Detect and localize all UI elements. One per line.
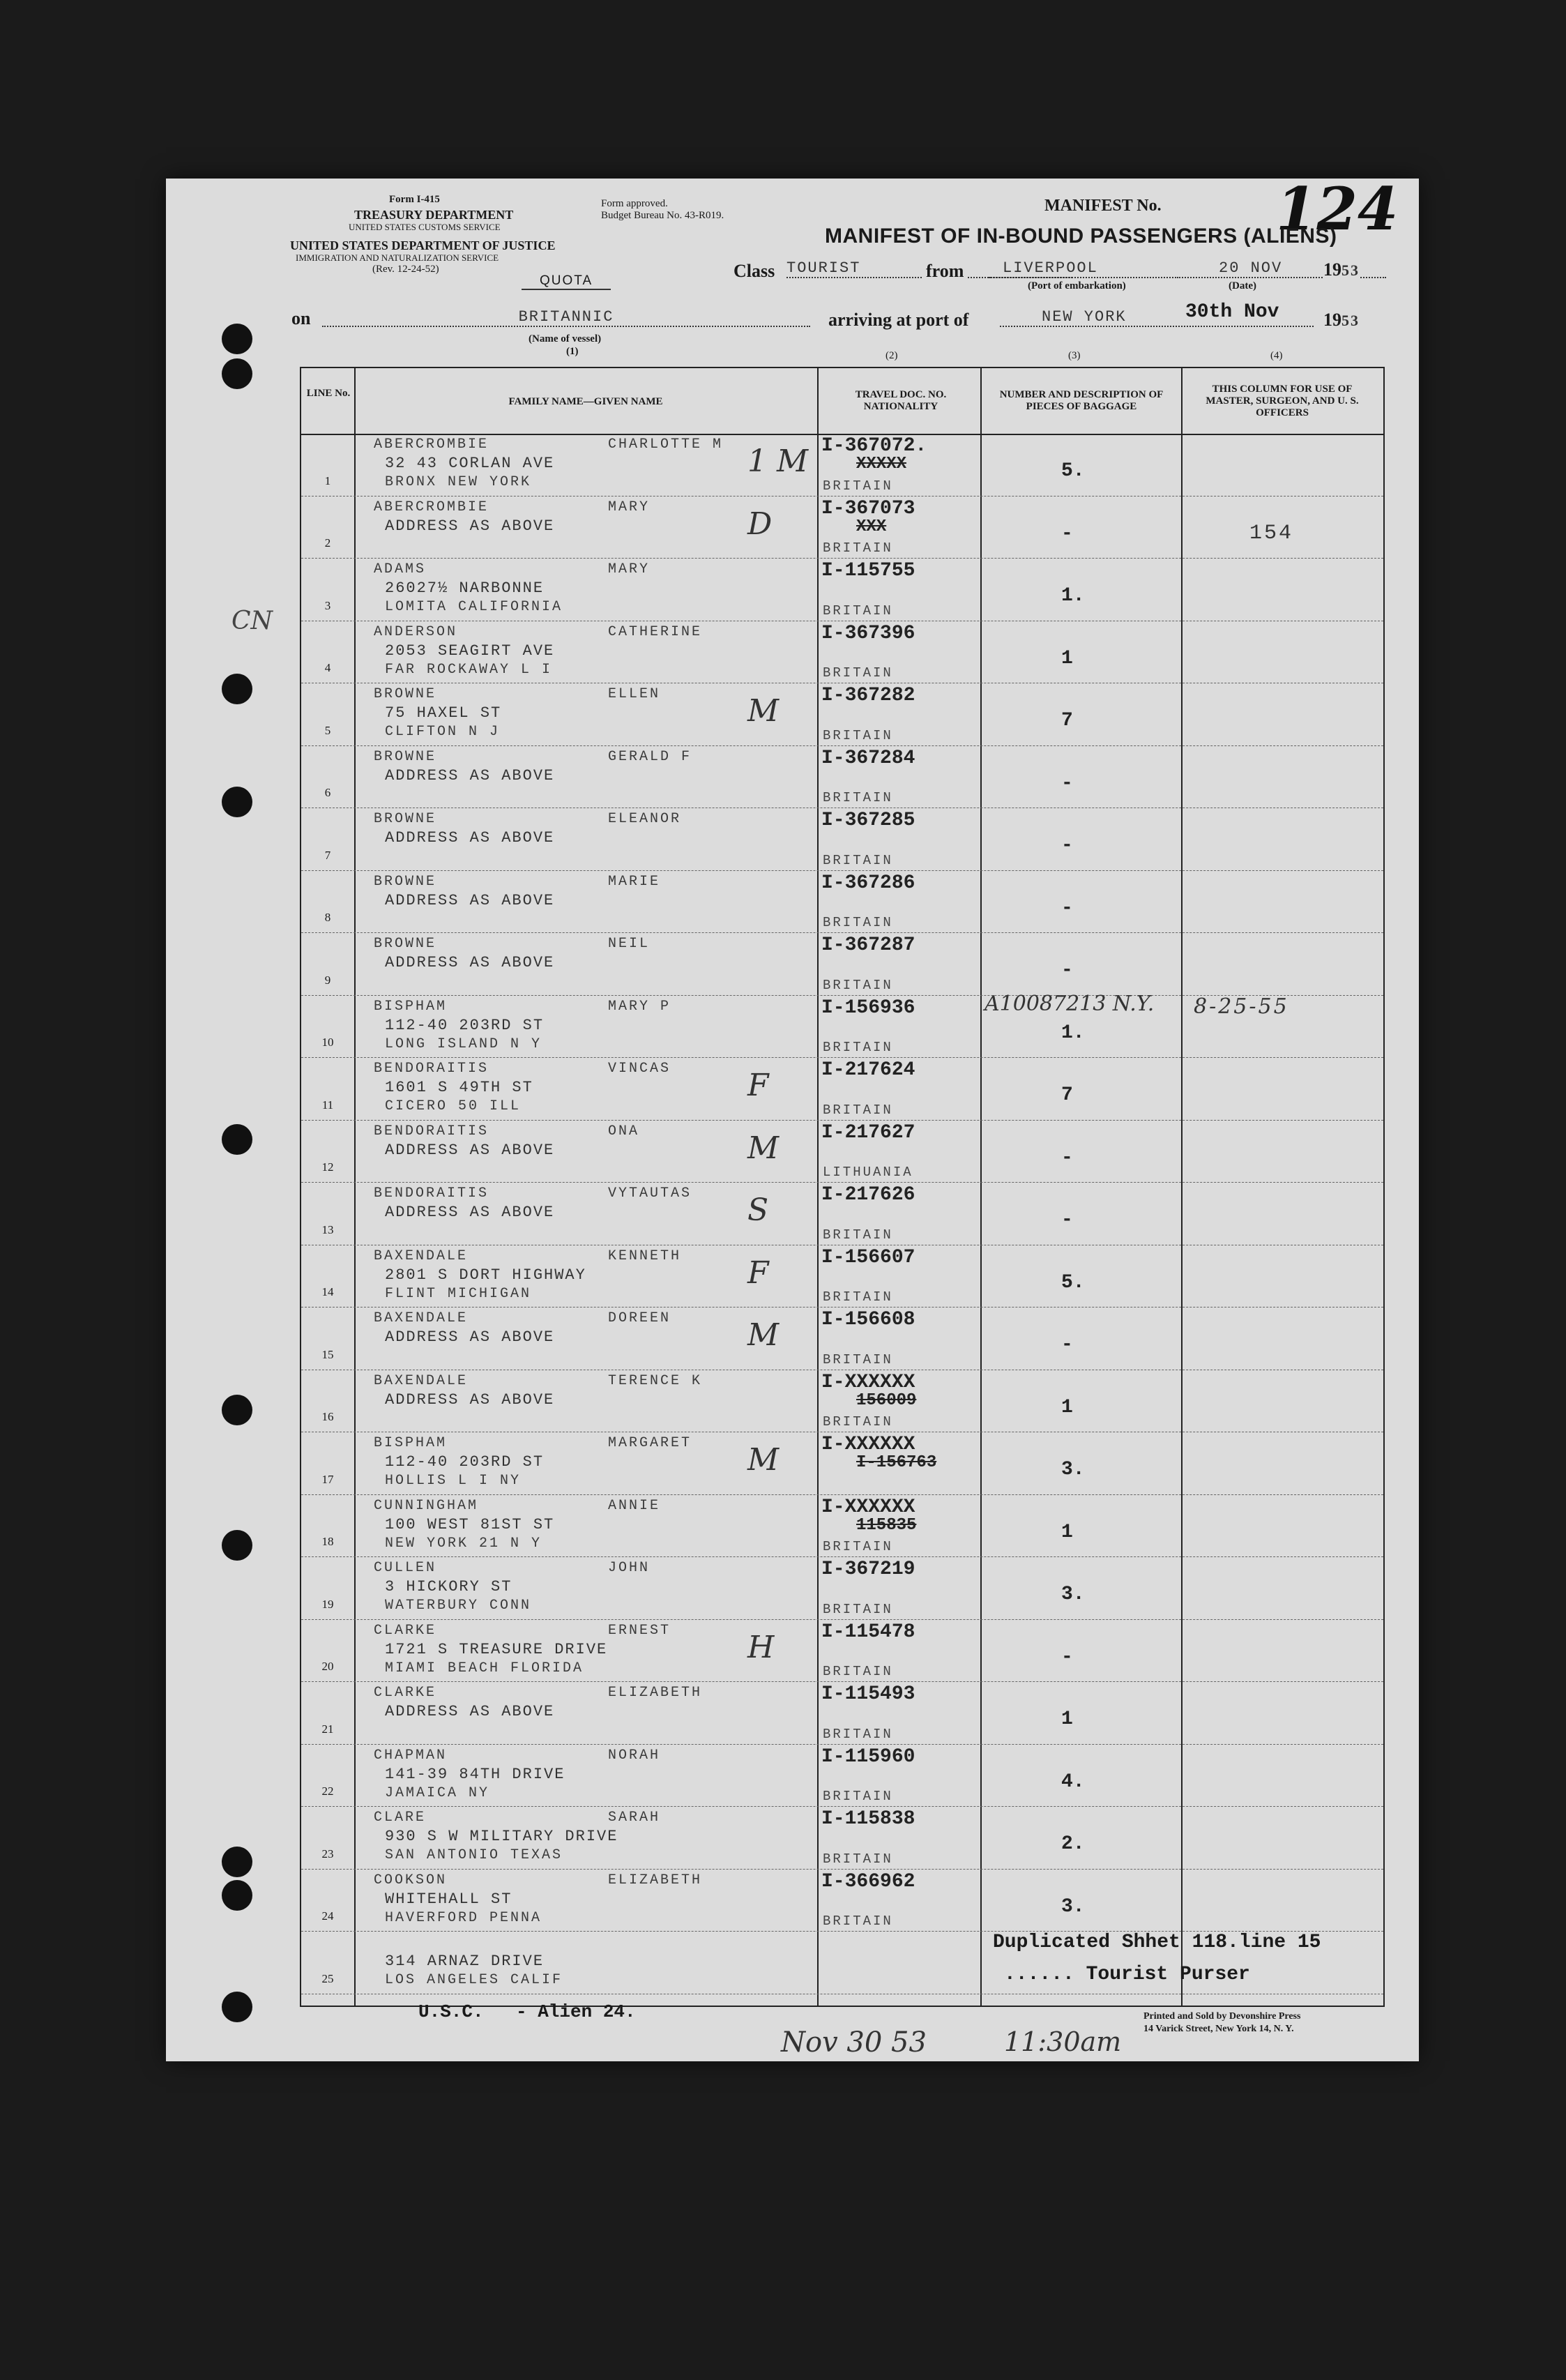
nationality: BRITAIN <box>823 1102 893 1118</box>
table-row <box>301 1308 1383 1370</box>
address-line-1: 2801 S DORT HIGHWAY <box>385 1266 586 1284</box>
address-line-2: BRONX NEW YORK <box>385 474 532 490</box>
address-line-2: NEW YORK 21 N Y <box>385 1535 542 1552</box>
baggage-count: 1. <box>1061 1022 1085 1044</box>
family-name: BROWNE <box>374 748 437 765</box>
address-line-2: MIAMI BEACH FLORIDA <box>385 1660 584 1676</box>
travel-doc-number: I-367396 <box>821 622 915 644</box>
address-line-2: HOLLIS L I NY <box>385 1473 522 1489</box>
family-name: ABERCROMBIE <box>374 499 489 515</box>
manifest-number: 124 <box>1276 174 1399 243</box>
address-line-1: ADDRESS AS ABOVE <box>385 829 555 847</box>
baggage-count: 5. <box>1061 460 1085 482</box>
nationality: BRITAIN <box>823 1789 893 1804</box>
year-1-prefix: 19 <box>1323 259 1341 280</box>
baggage-count: - <box>1061 1334 1073 1356</box>
travel-doc-number: I-XXXXXX <box>821 1434 915 1455</box>
family-name: ANDERSON <box>374 623 458 640</box>
travel-doc-number: I-115493 <box>821 1683 915 1705</box>
address-line-2: CLIFTON N J <box>385 724 501 740</box>
revision: (Rev. 12-24-52) <box>372 264 439 275</box>
baggage-count: 3. <box>1061 1895 1085 1918</box>
given-name: ANNIE <box>608 1497 661 1514</box>
family-name: BENDORAITIS <box>374 1061 489 1077</box>
address-line-1: 3 HICKORY ST <box>385 1578 512 1595</box>
col4-number: (4) <box>1270 350 1283 361</box>
line-number: 4 <box>324 661 331 674</box>
nationality: BRITAIN <box>823 1726 893 1742</box>
line-number: 19 <box>321 1597 334 1611</box>
family-name: CUNNINGHAM <box>374 1497 479 1514</box>
punch-hole <box>222 358 252 389</box>
given-name: VYTAUTAS <box>608 1185 692 1202</box>
travel-doc-correction: XXX <box>856 517 887 536</box>
travel-doc-number: I-367282 <box>821 685 915 706</box>
address-line-1: ADDRESS AS ABOVE <box>385 954 555 971</box>
duplicated-note: Duplicated Shhet 118.line 15 <box>993 1932 1321 1953</box>
printer-line-1: Printed and Sold by Devonshire Press <box>1143 2011 1301 2022</box>
address-line-2: FLINT MICHIGAN <box>385 1285 532 1302</box>
handwritten-mark: D <box>747 506 773 542</box>
address-line-1: WHITEHALL ST <box>385 1890 512 1908</box>
travel-doc-number: I-115755 <box>821 560 915 582</box>
line-number: 2 <box>324 536 331 549</box>
address-line-1: ADDRESS AS ABOVE <box>385 1141 555 1159</box>
punch-hole <box>222 1992 252 2022</box>
given-name: MARY P <box>608 998 671 1015</box>
travel-doc-number: I-XXXXXX <box>821 1371 915 1393</box>
date-label: (Date) <box>1229 280 1256 291</box>
baggage-count: - <box>1061 522 1073 545</box>
line-number: 13 <box>321 1222 334 1236</box>
line-number: 25 <box>321 1971 334 1985</box>
line-number: 18 <box>321 1535 334 1548</box>
baggage-count: 7 <box>1061 710 1073 732</box>
given-name: VINCAS <box>608 1061 671 1077</box>
line-number: 5 <box>324 723 331 737</box>
travel-doc-number: I-367219 <box>821 1559 915 1580</box>
budget-bureau: Budget Bureau No. 43-R019. <box>601 210 724 221</box>
address-line-1: ADDRESS AS ABOVE <box>385 891 555 909</box>
address-line-1: ADDRESS AS ABOVE <box>385 1328 555 1346</box>
passenger-table <box>300 350 1385 2007</box>
family-name: ADAMS <box>374 561 427 577</box>
table-row <box>301 1745 1383 1807</box>
address-line-1: ADDRESS AS ABOVE <box>385 1204 555 1221</box>
given-name: NEIL <box>608 936 651 952</box>
family-name: BROWNE <box>374 873 437 890</box>
handwritten-mark: M <box>747 693 780 729</box>
family-name: BROWNE <box>374 686 437 702</box>
table-row <box>301 1557 1383 1620</box>
given-name: CATHERINE <box>608 623 703 640</box>
handwritten-mark: F <box>747 1255 769 1291</box>
baggage-count: 1 <box>1061 1708 1073 1730</box>
line-number: 1 <box>324 473 331 487</box>
travel-doc-number: I-115478 <box>821 1621 915 1643</box>
header-baggage: NUMBER AND DESCRIPTION OF PIECES OF BAGGAGE <box>999 389 1164 412</box>
baggage-count: - <box>1061 772 1073 794</box>
address-line-1: ADDRESS AS ABOVE <box>385 517 555 535</box>
line-number: 8 <box>324 911 331 924</box>
address-line-1: 75 HAXEL ST <box>385 704 502 722</box>
baggage-count: 7 <box>1061 1084 1073 1106</box>
given-name: ELLEN <box>608 686 661 702</box>
family-name: BAXENDALE <box>374 1372 469 1389</box>
arrival-time: 11:30am <box>1004 2026 1122 2057</box>
address-line-2: HAVERFORD PENNA <box>385 1909 542 1926</box>
punch-hole <box>222 1124 252 1155</box>
baggage-count: - <box>1061 960 1073 981</box>
year-2 <box>1323 310 1360 331</box>
dept-customs: UNITED STATES CUSTOMS SERVICE <box>349 222 501 232</box>
travel-doc-number: I-366962 <box>821 1870 915 1893</box>
travel-doc-correction: XXXXX <box>856 455 907 473</box>
address-line-1: 112-40 203RD ST <box>385 1453 545 1471</box>
baggage-count: - <box>1061 1209 1073 1231</box>
family-name: CLARKE <box>374 1685 437 1701</box>
nationality: BRITAIN <box>823 1601 893 1617</box>
address-line-1: 100 WEST 81ST ST <box>385 1515 555 1533</box>
nationality: LITHUANIA <box>823 1165 913 1180</box>
given-name: ELEANOR <box>608 811 682 827</box>
line-number: 3 <box>324 598 331 612</box>
baggage-count: 1. <box>1061 585 1085 607</box>
family-name: BAXENDALE <box>374 1248 469 1264</box>
col2-number: (2) <box>885 350 898 361</box>
handwritten-mark: 1 M <box>747 444 809 479</box>
address-line-2: LONG ISLAND N Y <box>385 1036 542 1052</box>
line-number: 21 <box>321 1722 334 1736</box>
travel-doc-number: I-156608 <box>821 1309 915 1331</box>
year-2-prefix: 19 <box>1323 310 1341 330</box>
family-name: CLARE <box>374 1810 427 1826</box>
given-name: MARIE <box>608 873 661 890</box>
table-row <box>301 1620 1383 1683</box>
dept-justice: UNITED STATES DEPARTMENT OF JUSTICE <box>290 238 556 252</box>
line-number: 24 <box>321 1909 334 1923</box>
nationality: BRITAIN <box>823 727 893 743</box>
table-row <box>301 871 1383 934</box>
address-line-1: 930 S W MILITARY DRIVE <box>385 1828 618 1845</box>
baggage-count: 4. <box>1061 1771 1085 1793</box>
baggage-count: - <box>1061 835 1073 856</box>
nationality: BRITAIN <box>823 977 893 993</box>
purser-signature: ...... Tourist Purser <box>1004 1964 1250 1985</box>
table-row <box>301 1121 1383 1183</box>
nationality: BRITAIN <box>823 790 893 805</box>
family-name: BROWNE <box>374 936 437 952</box>
handwritten-mark: M <box>747 1317 780 1353</box>
punch-hole <box>222 787 252 817</box>
address-line-1: 2053 SEAGIRT AVE <box>385 642 555 660</box>
table-row <box>301 434 1383 497</box>
table-row <box>301 1183 1383 1245</box>
address-line-1: 112-40 203RD ST <box>385 1016 545 1034</box>
given-name: ONA <box>608 1123 640 1139</box>
table-row <box>301 559 1383 621</box>
punch-hole <box>222 324 252 354</box>
punch-hole <box>222 1847 252 1877</box>
year-1 <box>1323 259 1360 280</box>
nationality: BRITAIN <box>823 540 893 556</box>
line-number: 9 <box>324 973 331 987</box>
nationality: BRITAIN <box>823 1539 893 1554</box>
line-number: 14 <box>321 1285 334 1298</box>
line-number: 6 <box>324 786 331 799</box>
from-value: LIVERPOOL <box>989 259 1240 278</box>
given-name: ELIZABETH <box>608 1872 703 1888</box>
nationality: BRITAIN <box>823 478 893 494</box>
baggage-count: 1 <box>1061 1396 1073 1418</box>
address-line-2: LOMITA CALIFORNIA <box>385 599 563 615</box>
manifest-no-label: MANIFEST No. <box>1044 197 1162 215</box>
baggage-count: - <box>1061 1146 1073 1169</box>
table-row <box>301 1682 1383 1745</box>
baggage-count: 2. <box>1061 1833 1085 1855</box>
given-name: CHARLOTTE M <box>608 437 724 453</box>
family-name: CLARKE <box>374 1622 437 1639</box>
baggage-count: - <box>1061 1646 1073 1668</box>
travel-doc-correction: I-156763 <box>856 1453 937 1472</box>
dept-treasury: TREASURY DEPARTMENT <box>354 208 514 222</box>
table-row <box>301 808 1383 871</box>
address-line-1: 141-39 84TH DRIVE <box>385 1765 565 1783</box>
from-label: from <box>922 261 968 282</box>
family-name: BAXENDALE <box>374 1310 469 1326</box>
travel-doc-number: I-XXXXXX <box>821 1496 915 1518</box>
baggage-count: 5. <box>1061 1271 1085 1294</box>
date-value: 20 NOV <box>1177 259 1386 278</box>
line-number: 7 <box>324 848 331 862</box>
arriving-date: 30th Nov <box>1185 301 1279 323</box>
family-name: COOKSON <box>374 1872 448 1888</box>
nationality: BRITAIN <box>823 852 893 868</box>
header-name: FAMILY NAME—GIVEN NAME <box>508 396 663 407</box>
travel-doc-number: I-156936 <box>821 996 915 1019</box>
line-number: 22 <box>321 1784 334 1798</box>
baggage-count: 3. <box>1061 1584 1085 1605</box>
address-line-2: LOS ANGELES CALIF <box>385 1972 563 1988</box>
vessel-value: BRITANNIC <box>322 308 810 327</box>
handwritten-mark: F <box>747 1068 769 1103</box>
line-number: 12 <box>321 1160 334 1174</box>
line-number: 20 <box>321 1660 334 1673</box>
handwritten-mark: M <box>747 1442 780 1478</box>
travel-doc-number: I-367285 <box>821 810 915 831</box>
address-line-1: ADDRESS AS ABOVE <box>385 1703 555 1720</box>
form-approved: Form approved. <box>601 198 668 209</box>
punch-hole <box>222 674 252 704</box>
given-name: TERENCE K <box>608 1372 703 1389</box>
arriving-label: arriving at port of <box>828 310 969 330</box>
on-label: on <box>291 308 311 328</box>
year-2-value: 53 <box>1341 312 1360 329</box>
line-number: 23 <box>321 1847 334 1860</box>
year-1-value: 53 <box>1341 262 1360 279</box>
address-line-1: 314 ARNAZ DRIVE <box>385 1953 545 1970</box>
table-row <box>301 621 1383 684</box>
class-label: Class <box>733 261 775 281</box>
nationality: BRITAIN <box>823 1414 893 1430</box>
manifest-title: MANIFEST OF IN-BOUND PASSENGERS (ALIENS) <box>825 225 1337 248</box>
given-name: ERNEST <box>608 1622 671 1639</box>
usc-label: U.S.C. <box>418 2001 484 2022</box>
family-name: ABERCROMBIE <box>374 437 489 453</box>
address-line-1: 1721 S TREASURE DRIVE <box>385 1640 608 1658</box>
line-number: 16 <box>321 1410 334 1423</box>
baggage-count: 1 <box>1061 1521 1073 1543</box>
given-name: ELIZABETH <box>608 1685 703 1701</box>
nationality: BRITAIN <box>823 1913 893 1929</box>
handwritten-mark: H <box>747 1629 775 1665</box>
address-line-2: CICERO 50 ILL <box>385 1098 522 1114</box>
given-name: MARY <box>608 561 651 577</box>
travel-doc-number: I-367287 <box>821 934 915 956</box>
travel-doc-number: I-115960 <box>821 1745 915 1768</box>
nationality: BRITAIN <box>823 1851 893 1867</box>
given-name: GERALD F <box>608 748 692 765</box>
port-label: (Port of embarkation) <box>1028 280 1126 291</box>
given-name: MARY <box>608 499 651 515</box>
arrival-stamp: Nov 30 53 <box>781 2026 927 2059</box>
travel-doc-number: I-115838 <box>821 1808 915 1830</box>
form-number: Form I-415 <box>389 194 440 205</box>
nationality: BRITAIN <box>823 1664 893 1679</box>
given-name: NORAH <box>608 1747 661 1764</box>
dept-ins: IMMIGRATION AND NATURALIZATION SERVICE <box>296 252 499 263</box>
table-row <box>301 1058 1383 1121</box>
baggage-count: 3. <box>1061 1459 1085 1480</box>
travel-doc-number: I-217627 <box>821 1121 915 1144</box>
address-line-1: ADDRESS AS ABOVE <box>385 766 555 785</box>
nationality: BRITAIN <box>823 915 893 930</box>
arriving-port: NEW YORK <box>1000 308 1314 327</box>
line-number: 17 <box>321 1472 334 1486</box>
travel-doc-number: I-217626 <box>821 1184 915 1206</box>
travel-doc-correction: 115835 <box>856 1515 917 1535</box>
col3-number: (3) <box>1068 350 1081 361</box>
travel-doc-correction: 156009 <box>856 1390 917 1410</box>
table-row <box>301 1370 1383 1433</box>
line-number: 11 <box>321 1098 334 1112</box>
header-line-no: LINE No. <box>306 388 351 399</box>
table-row <box>301 991 1383 1059</box>
given-name: KENNETH <box>608 1248 682 1264</box>
handwritten-mark: S <box>747 1192 769 1228</box>
address-line-2: SAN ANTONIO TEXAS <box>385 1847 563 1863</box>
given-name: DOREEN <box>608 1310 671 1326</box>
officer-note: 154 <box>1249 521 1294 545</box>
nationality: BRITAIN <box>823 602 893 619</box>
travel-doc-number: I-367284 <box>821 747 915 769</box>
table-row <box>301 1245 1383 1308</box>
family-name: BISPHAM <box>374 1435 448 1451</box>
address-line-2: JAMAICA NY <box>385 1784 490 1801</box>
header-doc: TRAVEL DOC. NO. NATIONALITY <box>855 389 947 412</box>
baggage-count: - <box>1061 897 1073 919</box>
printer-line-2: 14 Varick Street, New York 14, N. Y. <box>1143 2024 1294 2034</box>
given-name: SARAH <box>608 1810 661 1826</box>
family-name: CHAPMAN <box>374 1747 448 1764</box>
table-row <box>301 683 1383 746</box>
class-value: TOURIST <box>786 259 1072 278</box>
baggage-count: 1 <box>1061 647 1073 669</box>
family-name: BENDORAITIS <box>374 1123 489 1139</box>
nationality: BRITAIN <box>823 1351 893 1367</box>
table-row <box>301 497 1383 559</box>
table-row <box>301 1495 1383 1558</box>
table-row <box>301 933 1383 996</box>
punch-hole <box>222 1530 252 1561</box>
header-officers: THIS COLUMN FOR USE OF MASTER, SURGEON, AND U. S. OFFICERS <box>1206 384 1359 418</box>
travel-doc-number: I-367072. <box>821 435 927 457</box>
travel-doc-number: I-367073 <box>821 497 915 520</box>
punch-hole <box>222 1395 252 1425</box>
punch-hole <box>222 1880 252 1911</box>
margin-note: CN <box>231 607 273 635</box>
nationality: BRITAIN <box>823 1289 893 1305</box>
address-line-1: 1601 S 49TH ST <box>385 1079 533 1096</box>
table-row <box>301 1432 1383 1495</box>
travel-doc-number: I-367286 <box>821 872 915 894</box>
col1-number: (1) <box>566 346 579 357</box>
officer-note: 8-25-55 <box>1194 994 1289 1019</box>
nationality: BRITAIN <box>823 1227 893 1243</box>
family-name: BENDORAITIS <box>374 1185 489 1202</box>
line-number: 10 <box>321 1036 334 1049</box>
nationality: BRITAIN <box>823 1040 893 1055</box>
table-row <box>301 1870 1383 1932</box>
address-line-1: 32 43 CORLAN AVE <box>385 455 555 472</box>
table-row <box>301 746 1383 809</box>
address-line-2: FAR ROCKAWAY L I <box>385 661 553 678</box>
address-line-2: WATERBURY CONN <box>385 1598 532 1614</box>
alien-count: - Alien 24. <box>516 2001 636 2022</box>
family-name: BISPHAM <box>374 998 448 1015</box>
nationality: BRITAIN <box>823 665 893 681</box>
vessel-label: (Name of vessel) <box>529 333 602 344</box>
travel-doc-number: I-156607 <box>821 1246 915 1268</box>
quota-label: QUOTA <box>522 273 611 290</box>
line-number: 15 <box>321 1347 334 1361</box>
table-row <box>301 1807 1383 1870</box>
given-name: MARGARET <box>608 1435 692 1451</box>
handwritten-mark: A10087213 N.Y. <box>985 991 1155 1016</box>
family-name: BROWNE <box>374 811 437 827</box>
address-line-1: ADDRESS AS ABOVE <box>385 1390 555 1409</box>
travel-doc-number: I-217624 <box>821 1059 915 1081</box>
handwritten-mark: M <box>747 1130 780 1166</box>
family-name: CULLEN <box>374 1560 437 1576</box>
given-name: JOHN <box>608 1560 651 1576</box>
address-line-1: 26027½ NARBONNE <box>385 579 545 597</box>
